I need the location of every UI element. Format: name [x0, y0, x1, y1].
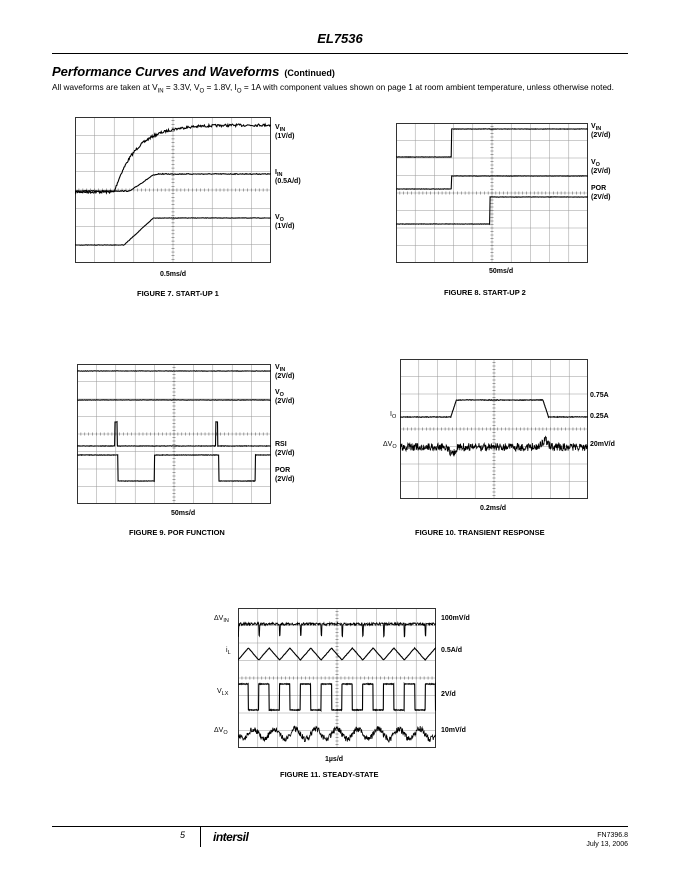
fig10-label-075a: 0.75A	[590, 392, 609, 399]
fig10-svg	[400, 359, 588, 499]
fig8-label-por: POR (2V/d)	[591, 185, 611, 201]
fig8-svg	[396, 123, 588, 263]
doc-number: FN7396.8	[597, 832, 628, 839]
fig9-label-vin: $V_{IN}$ (2V/d)	[275, 364, 295, 380]
fig11-label-il: $i_L$	[226, 647, 231, 656]
fig8-timebase: 50ms/d	[489, 268, 514, 275]
fig8-label-vin: $V_{IN}$ (2V/d)	[591, 123, 611, 139]
fig7-scope-plot	[75, 117, 271, 263]
fig11-svg	[238, 608, 436, 748]
fig11-label-100mvd: 100mV/d	[441, 615, 470, 622]
fig9-label-vo: $V_O$ (2V/d)	[275, 389, 295, 405]
fig11-label-vlx: $V_{LX}$	[217, 688, 229, 697]
document-header-title: EL7536	[317, 31, 363, 46]
page-number: 5	[180, 830, 186, 840]
section-title-text: Performance Curves and Waveforms	[52, 64, 280, 79]
fig10-label-dvo: $\Delta V_O$	[383, 441, 397, 450]
fig11-label-dvo: $\Delta V_O$	[214, 727, 228, 736]
fig9-label-por: POR (2V/d)	[275, 467, 295, 483]
fig7-caption: FIGURE 7. START-UP 1	[137, 289, 219, 298]
fig7-timebase: 0.5ms/d	[160, 271, 187, 278]
fig8-caption: FIGURE 8. START-UP 2	[444, 288, 526, 297]
doc-date: July 13, 2006	[586, 841, 628, 848]
fig7-label-vin: $V_{IN}$ (1V/d)	[275, 124, 295, 140]
intro-paragraph: All waveforms are taken at $V_{IN} = 3.3V$, $V_O = 1.8V$, $I_O = 1A$ with component values shown on page 1 at room ambient temperature, unless otherwise noted.	[52, 82, 614, 95]
fig10-label-20mvd: 20mV/d	[590, 441, 615, 448]
fig11-label-dvin: $\Delta V_{IN}$	[214, 615, 229, 624]
fig11-scope-plot	[238, 608, 436, 748]
fig10-timebase: 0.2ms/d	[480, 505, 507, 512]
fig9-label-rsi: RSI (2V/d)	[275, 441, 295, 457]
footer-separator	[200, 827, 201, 847]
section-title	[52, 64, 335, 79]
fig7-svg	[75, 117, 271, 263]
footer-rule	[52, 826, 628, 827]
fig11-caption: FIGURE 11. STEADY-STATE	[280, 770, 379, 779]
fig11-label-2vd: 2V/d	[441, 691, 456, 698]
header-rule	[52, 53, 628, 54]
fig9-caption: FIGURE 9. POR FUNCTION	[129, 528, 225, 537]
intersil-logo: intersil	[213, 830, 249, 844]
fig9-svg	[77, 364, 271, 504]
fig10-caption: FIGURE 10. TRANSIENT RESPONSE	[415, 528, 545, 537]
section-continued: (Continued)	[284, 68, 335, 78]
fig11-label-05ad: 0.5A/d	[441, 647, 463, 654]
fig11-timebase: 1µs/d	[325, 756, 344, 763]
fig9-timebase: 50ms/d	[171, 510, 196, 517]
fig9-scope-plot	[77, 364, 271, 504]
fig11-label-10mvd: 10mV/d	[441, 727, 466, 734]
fig10-label-io: $I_O$	[390, 411, 397, 420]
fig7-label-vo: $V_O$ (1V/d)	[275, 214, 295, 230]
fig10-scope-plot	[400, 359, 588, 499]
footer-doc-info	[586, 831, 628, 849]
fig8-scope-plot	[396, 123, 588, 263]
fig10-label-025a: 0.25A	[590, 413, 609, 420]
fig8-label-vo: $V_O$ (2V/d)	[591, 159, 611, 175]
fig7-label-iin: $I_{IN}$ (0.5A/d)	[275, 169, 301, 185]
